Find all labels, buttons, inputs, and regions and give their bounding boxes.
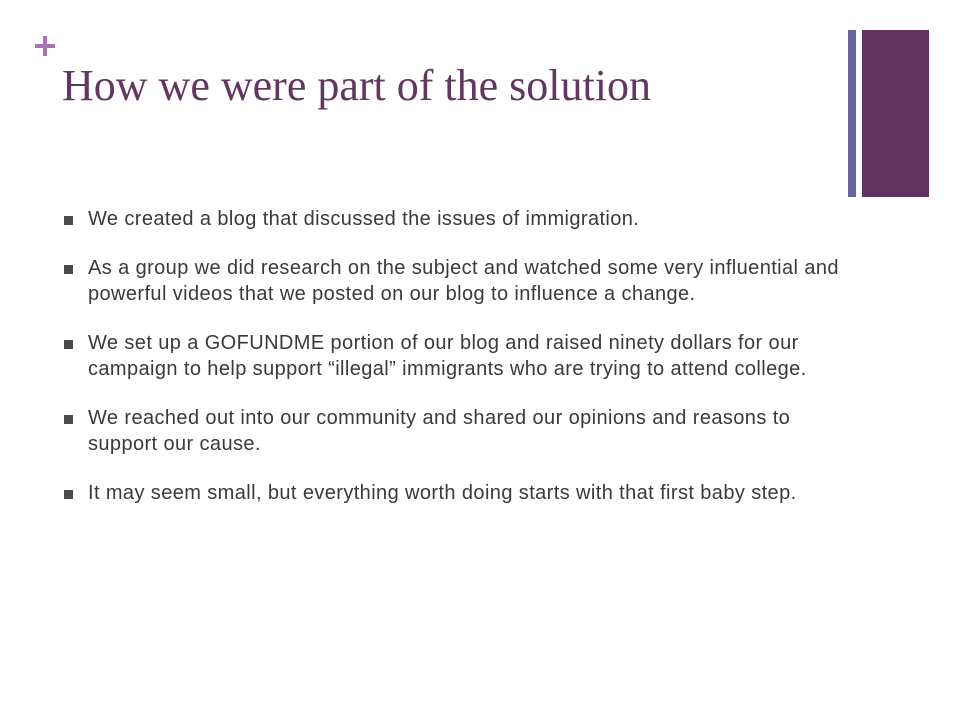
bullet-text: We reached out into our community and shared our opinions and reasons to support our cause.	[88, 407, 791, 455]
bullet-item	[64, 480, 844, 506]
bullet-item	[64, 255, 844, 307]
square-bullet-icon	[64, 216, 73, 225]
bullet-item	[64, 330, 844, 382]
square-bullet-icon	[64, 340, 73, 349]
bullet-text: We set up a GOFUNDME portion of our blog and raised ninety dollars for our campaign to help support “illegal” immigrants who are trying to attend college.	[88, 332, 807, 380]
bullet-item	[64, 405, 844, 457]
decorative-bar-thin	[848, 30, 856, 197]
bullet-text: As a group we did research on the subject and watched some very influential and powerful videos that we posted on our blog to influence a change.	[88, 257, 839, 305]
square-bullet-icon	[64, 265, 73, 274]
bullet-item	[64, 206, 844, 232]
bullet-text: It may seem small, but everything worth doing starts with that first baby step.	[88, 482, 797, 504]
square-bullet-icon	[64, 415, 73, 424]
bullet-text: We created a blog that discussed the issues of immigration.	[88, 208, 640, 230]
bullet-list	[64, 206, 844, 529]
slide-title: How we were part of the solution	[62, 61, 651, 110]
decorative-bar-thick	[862, 30, 929, 197]
plus-icon	[35, 36, 55, 56]
square-bullet-icon	[64, 490, 73, 499]
